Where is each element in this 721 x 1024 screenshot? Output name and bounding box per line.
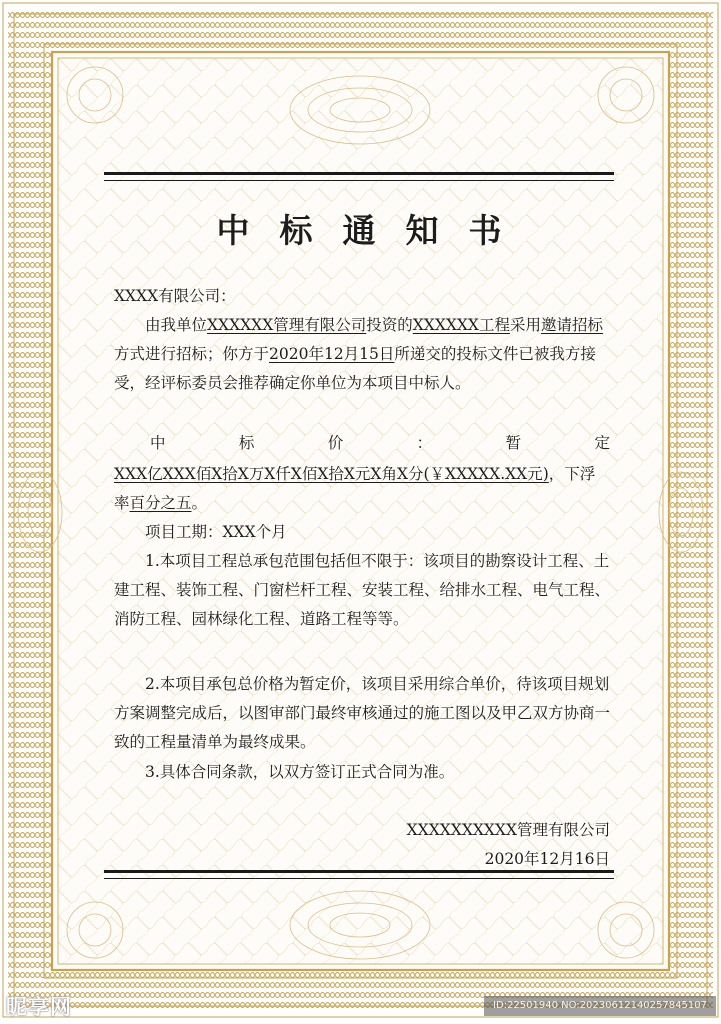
price-label-char: 定	[594, 434, 610, 452]
discount-rate: 百分之五	[129, 494, 192, 512]
submission-date: 2020年12月15日	[269, 345, 395, 363]
para1-text4: 方式进行招标；你方于	[114, 345, 270, 363]
price-label-char: 价	[327, 434, 344, 452]
paragraph-award	[114, 311, 610, 398]
price-text1: ，下浮率	[114, 465, 596, 512]
watermark-id: ID:22501940 NO:20230612140257845107	[484, 996, 716, 1016]
price-text2: 。	[191, 494, 208, 512]
top-rule-thick	[104, 172, 614, 175]
price-label-char: 中	[150, 434, 166, 452]
bottom-rule-thick	[104, 870, 614, 873]
price-label-char: ：	[416, 434, 433, 452]
price-label-char: 暂	[505, 434, 522, 452]
para1-text1: 由我单位	[145, 316, 208, 334]
signer-company: XXXXXXXXXX管理有限公司	[406, 821, 610, 839]
para1-text2: 投资的	[366, 316, 413, 334]
clause-3: 3.具体合同条款，以双方签订正式合同为准。	[145, 763, 455, 781]
para1-text3: 采用	[509, 316, 541, 334]
project-name: XXXXXX工程	[412, 316, 510, 334]
clause-1: 1.本项目工程总承包范围包括但不限于：该项目的勘察设计工程、土建工程、装饰工程、门窗栏杆工程、安装工程、给排水工程、电气工程、消防工程、园林绿化工程、道路工程等等。	[114, 552, 611, 628]
document-title: 中标通知书	[216, 211, 532, 250]
recipient: XXXX有限公司：	[114, 287, 236, 305]
price-amount-paragraph	[114, 460, 610, 518]
tender-method: 邀请招标	[540, 316, 603, 334]
watermark-brand: 昵享网	[6, 995, 72, 1019]
tenderer-name: XXXXXX管理有限公司	[207, 316, 367, 334]
top-rule-thin	[104, 180, 614, 181]
para1-text5: 所递交的投标文件已被我方接受，经评标委员会推荐确定你单位为本项目中标人。	[114, 345, 596, 392]
price-label-char: 标	[238, 434, 255, 452]
clause-2: 2.本项目承包总价格为暂定价，该项目采用综合单价，待该项目规划方案调整完成后，以图审部门最终审核通过的施工图以及甲乙双方协商一致的工程量清单为最终成果。	[114, 675, 611, 751]
price-label-line	[114, 429, 610, 458]
project-duration: 项目工期：XXX个月	[145, 523, 287, 541]
signing-date: 2020年12月16日	[484, 850, 610, 868]
price-amount: XXX亿XXX佰X拾X万X仟X佰X拾X元X角X分(￥XXXXX.XX元)	[114, 465, 549, 483]
bottom-rule-thin	[104, 878, 614, 879]
